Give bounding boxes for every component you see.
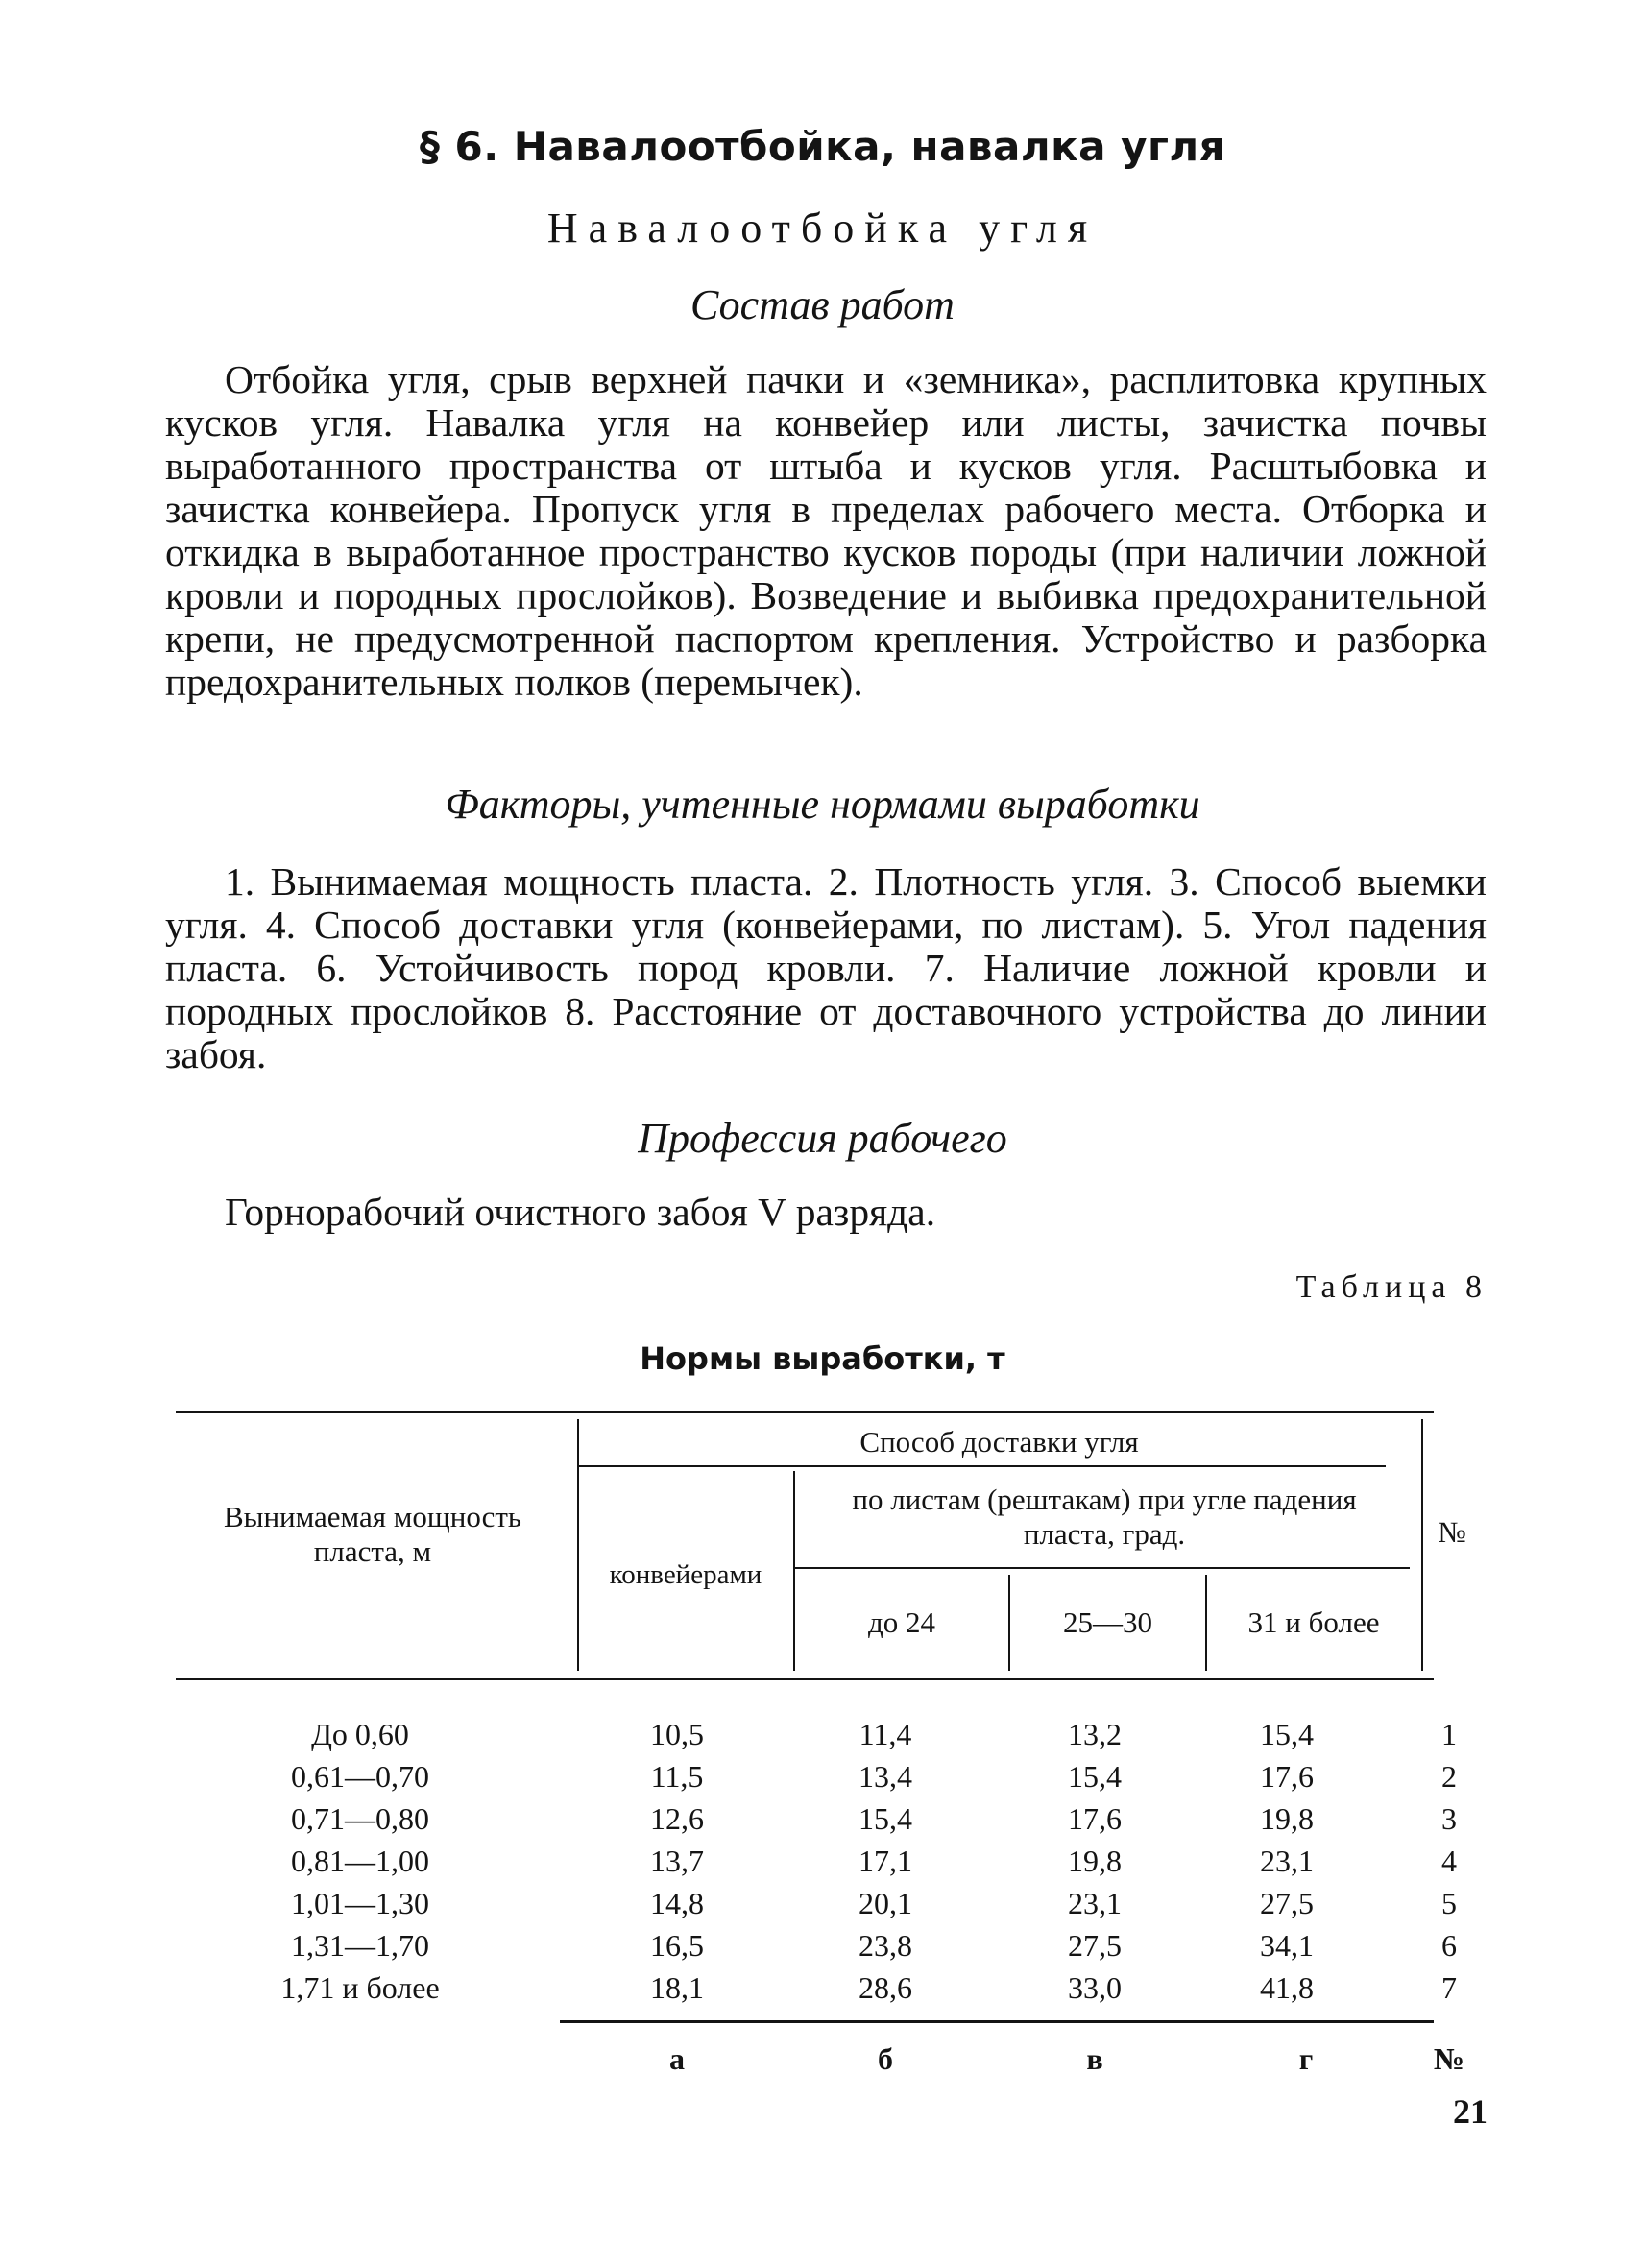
value-conveyor: 12,6 [650,1801,704,1836]
value-angle-3: 19,8 [1260,1801,1314,1836]
header-bottom-rule [176,1678,1434,1680]
value-conveyor: 18,1 [650,1970,704,2005]
value-angle-2: 13,2 [1068,1717,1122,1751]
header-angle-1: до 24 [867,1605,936,1639]
row-thickness: 1,01—1,30 [291,1886,429,1920]
table-top-rule [176,1411,1434,1413]
value-angle-2: 19,8 [1068,1844,1122,1878]
subsection-title: Навалоотбойка угля [546,205,1099,252]
row-thickness: 1,71 и более [280,1970,440,2005]
column-code-v: в [1086,2041,1103,2076]
value-angle-2: 23,1 [1068,1886,1122,1920]
row-thickness: До 0,60 [311,1717,409,1751]
row-number: 6 [1441,1928,1457,1963]
header-sheets: по листам (рештакам) при угле падения пласта, град. [852,1483,1357,1551]
factors-paragraph [165,860,1487,1076]
value-conveyor: 13,7 [650,1844,704,1878]
column-code-a: а [669,2041,685,2076]
row-thickness: 0,71—0,80 [291,1801,429,1836]
row-thickness: 1,31—1,70 [291,1928,429,1963]
column-code-number: № [1433,2041,1465,2076]
value-angle-2: 33,0 [1068,1970,1122,2005]
composition-paragraph [165,358,1487,704]
col-divider-2 [793,1471,795,1671]
header-conveyor: конвейерами [609,1559,762,1590]
value-conveyor: 14,8 [650,1886,704,1920]
row-number: 1 [1441,1717,1457,1751]
column-code-g: г [1298,2041,1314,2076]
row-number: 7 [1441,1970,1457,2005]
section-title: § 6. Навалоотбойка, навалка угля [419,123,1226,170]
value-angle-1: 11,4 [859,1717,912,1751]
header-number: № [1438,1515,1466,1549]
value-angle-1: 20,1 [859,1886,912,1920]
row-number: 4 [1441,1844,1457,1878]
row-number: 2 [1441,1759,1457,1794]
header-delivery: Способ доставки угля [859,1425,1139,1459]
composition-heading: Состав работ [690,281,955,328]
header-thickness: Вынимаемая мощность пласта, м [223,1500,522,1568]
angle-rule [795,1567,1410,1569]
value-angle-3: 23,1 [1260,1844,1314,1878]
row-thickness: 0,61—0,70 [291,1759,429,1794]
column-code-b: б [878,2041,893,2076]
value-angle-3: 27,5 [1260,1886,1314,1920]
value-conveyor: 10,5 [650,1717,704,1751]
profession-text: Горнорабочий очистного забоя V разряда. [225,1190,936,1234]
value-angle-1: 28,6 [859,1970,912,2005]
value-angle-3: 41,8 [1260,1970,1314,2005]
composition-text: Отбойка угля, срыв верхней пачки и «земника», расплитовка крупных кусков угля. Навалка угля на конвейер или листы, зачистка почвы выработанного пространства от штыба и кусков угля. Расштыбовка и зачистка конвейера. Пропуск угля в пределах рабочего места. Отборка и откидка в выработанное пространство кусков породы (при наличии ложной кровли и породных прослойков). Возведение и выбивка предохранительной крепи, не предусмотренной паспортом крепления. Устройство и разборка предохранительных полков (перемычек). [165,357,1487,704]
value-angle-1: 17,1 [859,1844,912,1878]
value-conveyor: 11,5 [650,1759,704,1794]
value-angle-3: 15,4 [1260,1717,1314,1751]
page-number: 21 [1453,2092,1488,2131]
factors-heading: Факторы, учтенные нормами выработки [445,781,1200,828]
delivery-rule [579,1465,1386,1467]
table-caption: Нормы выработки, т [640,1340,1005,1377]
profession-heading: Профессия рабочего [638,1115,1007,1162]
row-number: 3 [1441,1801,1457,1836]
value-conveyor: 16,5 [650,1928,704,1963]
row-number: 5 [1441,1886,1457,1920]
value-angle-2: 27,5 [1068,1928,1122,1963]
profession-paragraph [165,1191,1487,1234]
factors-text: 1. Вынимаемая мощность пласта. 2. Плотность угля. 3. Способ выемки угля. 4. Способ доставки угля (конвейерами, по листам). 5. Угол падения пласта. 6. Устойчивость пород кровли. 7. Наличие ложной кровли и породных прослойков 8. Расстояние от доставочного устройства до линии забоя. [165,859,1487,1076]
value-angle-3: 34,1 [1260,1928,1314,1963]
value-angle-1: 23,8 [859,1928,912,1963]
value-angle-2: 17,6 [1068,1801,1122,1836]
table-bottom-rule [560,2020,1434,2023]
table-label: Таблица 8 [1295,1269,1488,1305]
row-thickness: 0,81—1,00 [291,1844,429,1878]
value-angle-3: 17,6 [1260,1759,1314,1794]
value-angle-2: 15,4 [1068,1759,1122,1794]
header-angle-3: 31 и более [1247,1605,1380,1639]
value-angle-1: 15,4 [859,1801,912,1836]
value-angle-1: 13,4 [859,1759,912,1794]
header-angle-2: 25—30 [1063,1605,1152,1639]
